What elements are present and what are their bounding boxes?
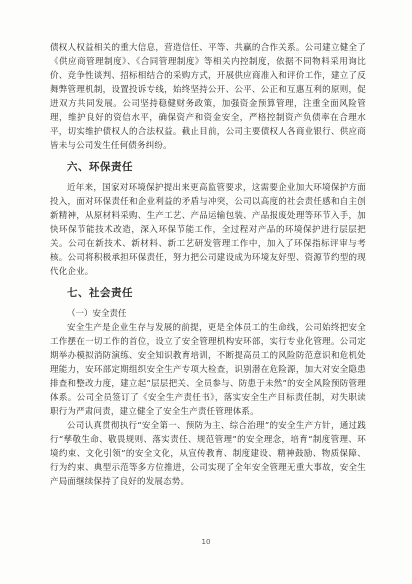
subsection-heading-safety: （一）安全责任: [67, 309, 127, 319]
paragraph-creditor-rights: 债权人权益相关的重大信息，营造信任、平等、共赢的合作关系。公司建立健全了《供应商管理制度》、《合同管理制度》等相关内控制度，依据不同物料采用询比价、竞争性谈判、招标相结合的采购方式，开展供应商准入和评价工作，建立了反舞弊管理机制，设置投诉专线，始终坚持公开、公平、公正和互惠互利的原则，促进双方共同发展。公司坚持稳健财务政策，加强资金预算管理，注重全面风险管理，维护良好的资信水平，确保资产和资金安全，严格控制资产负债率在合理水平，切实维护债权人的合法权益。截止目前，公司主要债权人各商业银行、供应商皆未与公司发生任何债务纠纷。: [50, 43, 366, 151]
paragraph-safety-production: 安全生产是企业生存与发展的前提，更是全体员工的生命线，公司始终把安全工作摆在一切工作的首位，设立了安全管理机构安环部，实行专业化管理。公司定期举办模拟消防演练、安全知识教育培训，不断提高员工的风险防范意识和危机处理能力，安环部定期组织安全生产专项大检查，识别潜在危险源，加大对安全隐患排查和整改力度，建立起“层层把关、全员参与、防患于未然”的安全风险预防管理体系。公司全员签订了《安全生产责任书》，落实安全生产目标责任制，对失职读职行为严肃问责，建立健全了安全生产责任管理体系。: [50, 323, 366, 417]
document-body: [50, 41, 366, 489]
section-heading-environmental: 六、环保责任: [67, 161, 133, 173]
paragraph-environmental: 近年来，国家对环境保护提出来更高监管要求，这需要企业加大环境保护方面投入，面对环保责任和企业利益的矛盾与冲突，公司以高度的社会责任感和自主创新精神，从原材料采购、生产工艺、产品运输包装、产品报废处理等环节入手，加快环保节能技术改造，深入环保节能工作，全过程对产品的环境保护进行层层把关。公司在新技术、新材料、新工艺研发管理工作中，加入了环保指标评审与考核。公司将积极承担环保责任，努力把公司建设成为环境友好型、资源节约型的现代化企业。: [50, 183, 366, 277]
paragraph-safety-policy: 公司认真贯彻执行“安全第一、预防为主、综合治理”的安全生产方针，通过践行“孳敬生命、敬畏规则、落实责任、规范管理”的安全理念，培育“制度管理、环境约束、文化引领”的安全文化，从宣传教育、制度建设、精神鼓励、物质保障、行为约束、典型示范等多方位推进，公司实现了全年安全管理无重大事故，安全生产局面继续保持了良好的发展态势。: [50, 421, 366, 487]
page-number: 10: [201, 538, 211, 546]
section-heading-social: 七、社会责任: [67, 287, 133, 299]
